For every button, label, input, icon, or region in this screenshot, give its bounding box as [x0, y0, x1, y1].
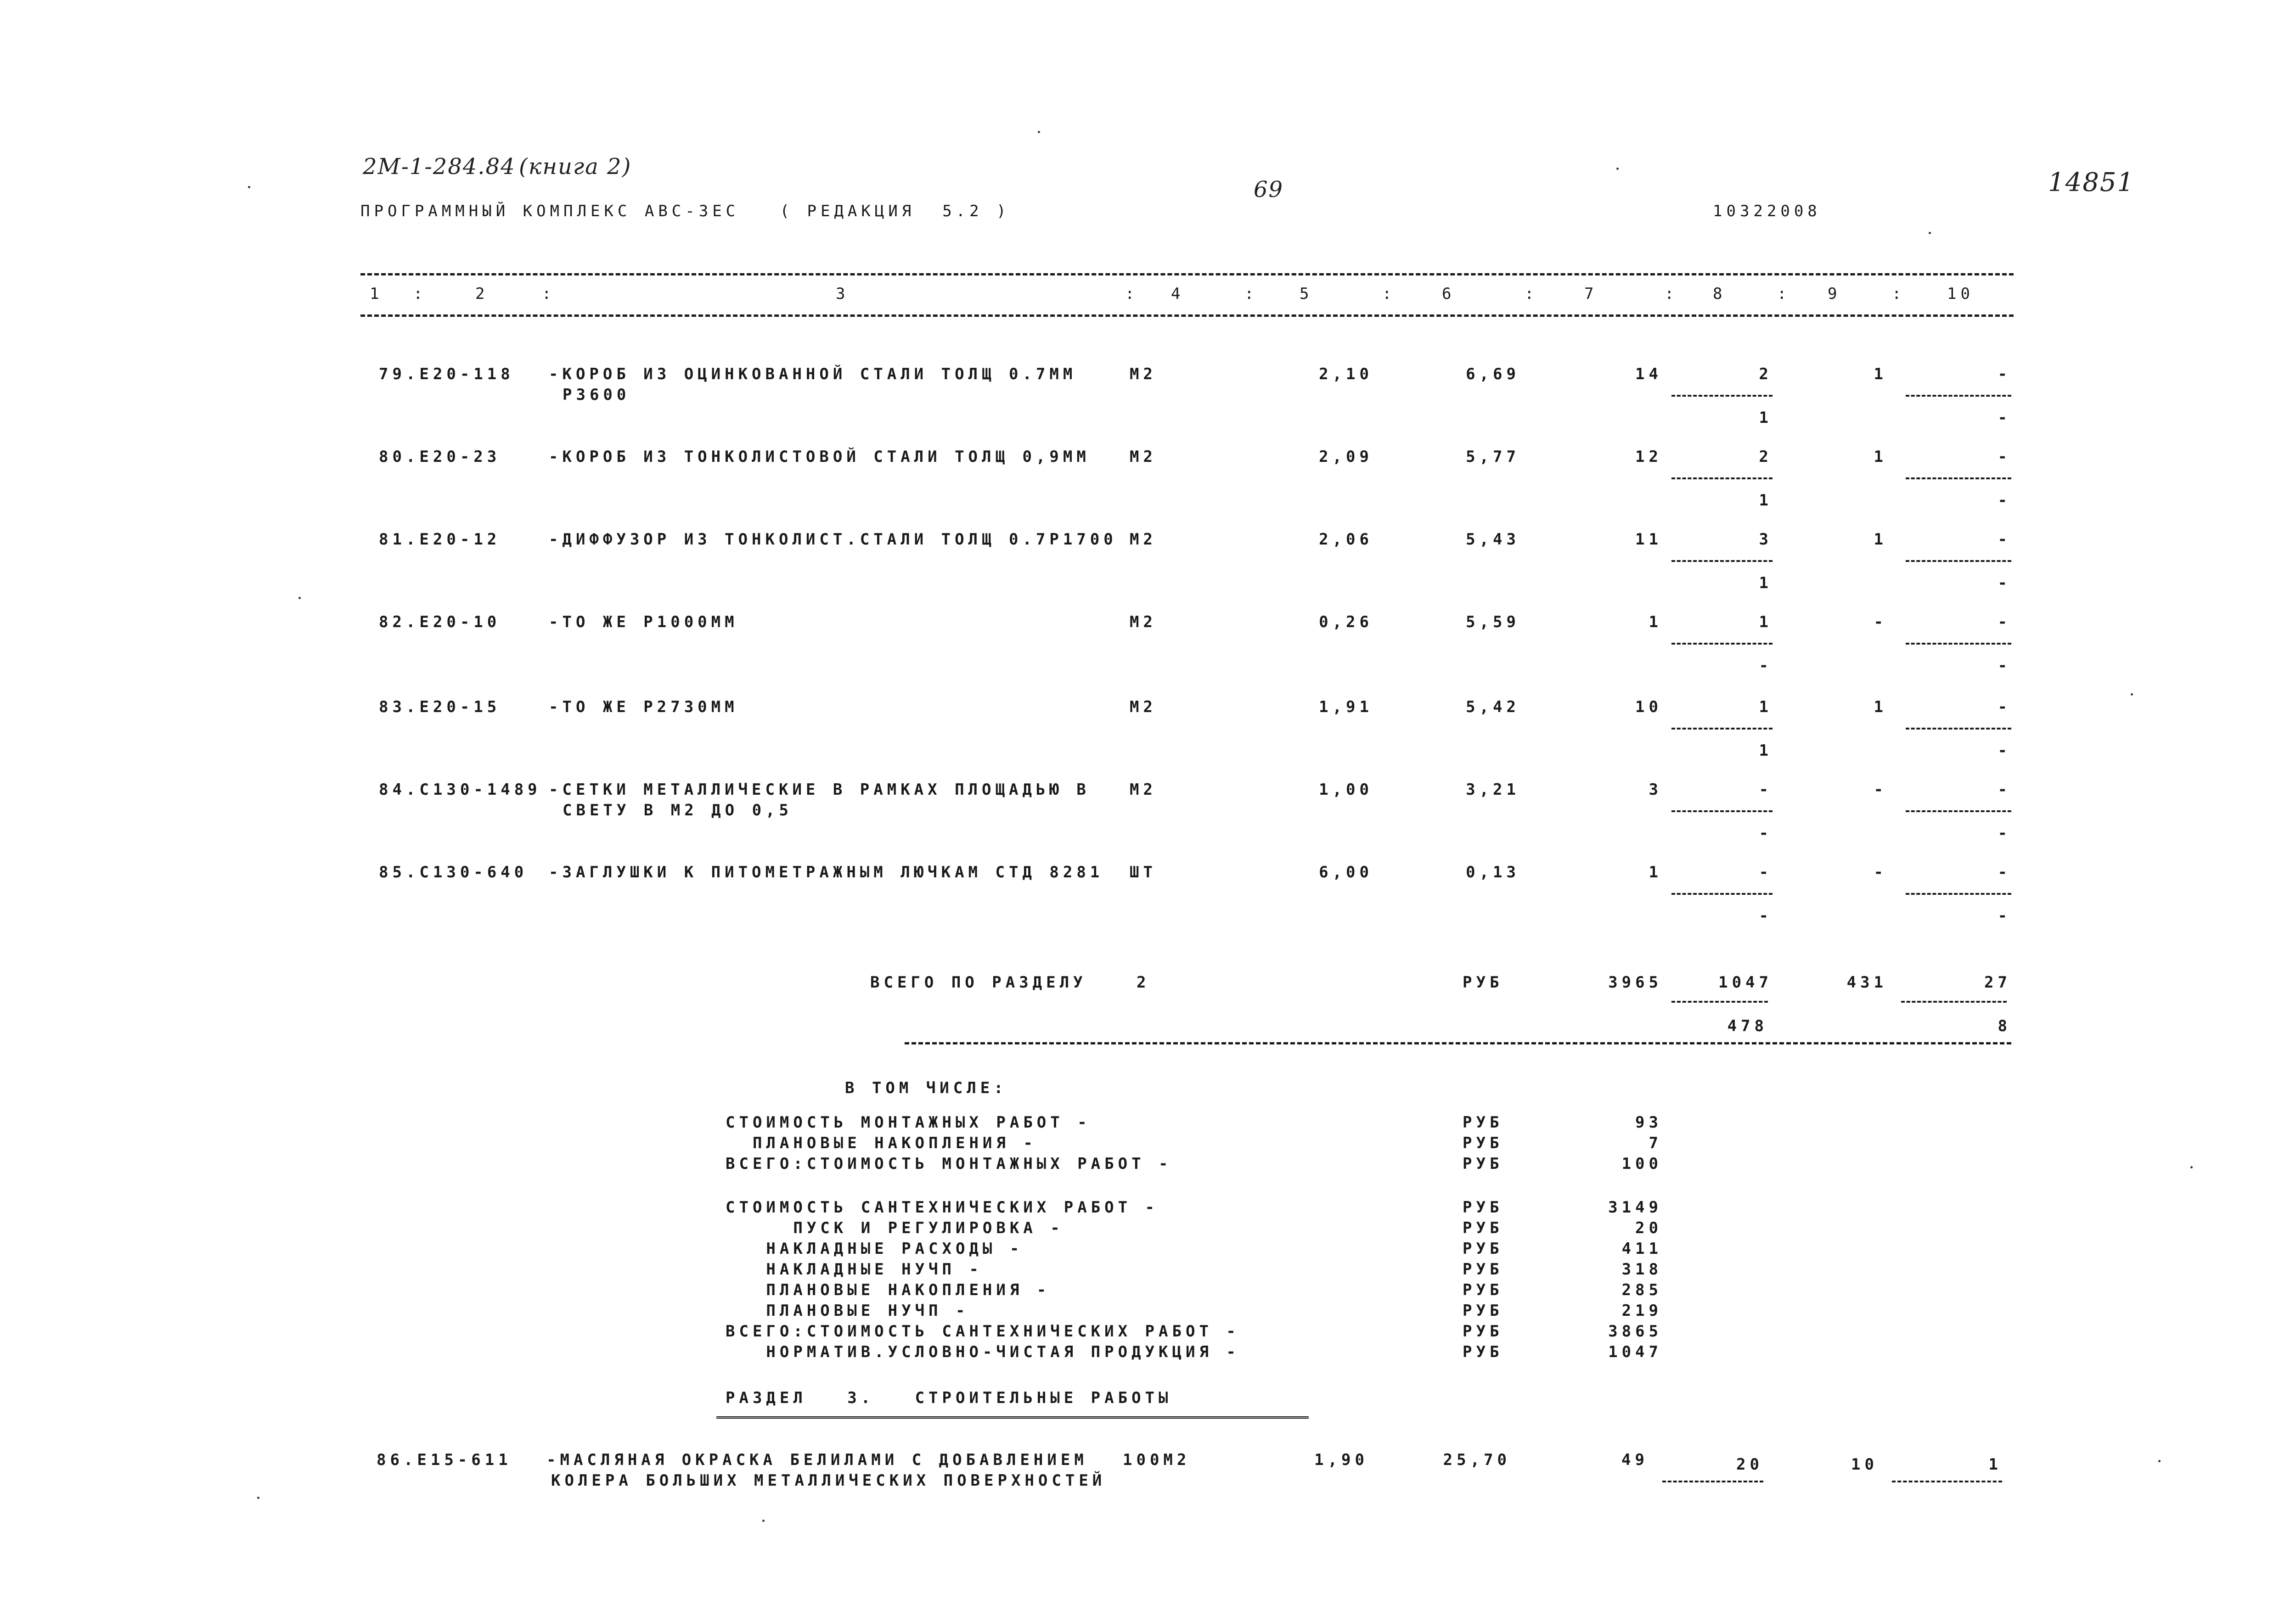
row86-total: 49	[1621, 1451, 1649, 1469]
row-col8-lower: 1	[1759, 741, 1773, 760]
row-col8: 2	[1759, 365, 1773, 383]
cost-line-value: 411	[1621, 1240, 1662, 1258]
column-header-3: 3	[836, 285, 850, 303]
row-col10-lower: -	[1998, 574, 2011, 592]
total-col8-lower: 478	[1727, 1017, 1768, 1035]
row-total: 10	[1635, 698, 1662, 716]
column-separator: :	[1244, 285, 1258, 303]
row-col9: -	[1874, 863, 1887, 881]
row-unit: М2	[1130, 698, 1157, 716]
cost-line-label: ВСЕГО:СТОИМОСТЬ МОНТАЖНЫХ РАБОТ -	[726, 1155, 1172, 1173]
cost-line-value: 20	[1635, 1219, 1662, 1237]
row-description: -ДИФФУЗОР ИЗ ТОНКОЛИСТ.СТАЛИ ТОЛЩ 0.7Р1700	[549, 530, 1117, 549]
cost-line-label: ПЛАНОВЫЕ НУЧП -	[726, 1302, 969, 1320]
row-col8-lower: -	[1759, 824, 1773, 842]
row-col10: -	[1998, 530, 2011, 549]
column-separator: :	[542, 285, 556, 303]
row-col10: -	[1998, 365, 2011, 383]
column-header-1: 1	[370, 285, 383, 303]
scan-speck	[1929, 232, 1931, 234]
scan-speck	[298, 597, 301, 599]
total-label: ВСЕГО ПО РАЗДЕЛУ	[870, 973, 1087, 992]
column-header-4: 4	[1171, 285, 1185, 303]
row-quantity: 2,06	[1319, 530, 1373, 549]
cost-line-label: НАКЛАДНЫЕ РАСХОДЫ -	[726, 1240, 1024, 1258]
row-description: -ТО ЖЕ Р2730ММ	[549, 698, 738, 716]
column-header-2: 2	[475, 285, 489, 303]
row-unit-price: 5,77	[1466, 448, 1520, 466]
column-separator: :	[1382, 285, 1396, 303]
cost-line-unit: РУБ	[1463, 1281, 1503, 1299]
row-col8-fraction-rule	[1671, 810, 1773, 812]
column-header-9: 9	[1828, 285, 1841, 303]
row-quantity: 2,09	[1319, 448, 1373, 466]
row-number: 85.С130-640	[379, 863, 528, 881]
row-col10-lower: -	[1998, 491, 2011, 510]
column-separator: :	[413, 285, 427, 303]
scan-speck	[248, 186, 250, 188]
row-col10-fraction-rule	[1906, 643, 2011, 645]
row-col10-lower: -	[1998, 907, 2011, 925]
total-sum: 3965	[1608, 973, 1662, 992]
row-col9: -	[1874, 780, 1887, 799]
row-number: 80.Е20-23	[379, 448, 501, 466]
row-col8: 3	[1759, 530, 1773, 549]
row-col8-fraction-rule	[1671, 643, 1773, 645]
row-col10-fraction-rule	[1906, 893, 2011, 895]
row-unit: М2	[1130, 780, 1157, 799]
column-separator: :	[1125, 285, 1139, 303]
row-col10-lower: -	[1998, 409, 2011, 427]
row-col8-fraction-rule	[1671, 395, 1773, 397]
row-description-cont: Р3600	[563, 386, 630, 404]
scan-speck	[2131, 693, 2133, 696]
row-description: -КОРОБ ИЗ ТОНКОЛИСТОВОЙ СТАЛИ ТОЛЩ 0,9ММ	[549, 448, 1090, 466]
row-quantity: 0,26	[1319, 613, 1373, 631]
cost-line-unit: РУБ	[1463, 1198, 1503, 1217]
header-top-rule	[360, 273, 2014, 275]
row-col10-lower: -	[1998, 657, 2011, 675]
cost-line-value: 100	[1621, 1155, 1662, 1173]
row-total: 12	[1635, 448, 1662, 466]
row-col8: 2	[1759, 448, 1773, 466]
row86-unit: 100М2	[1123, 1451, 1191, 1469]
page-number: 69	[1254, 177, 1284, 202]
row-col8-lower: 1	[1759, 409, 1773, 427]
column-header-8: 8	[1713, 285, 1727, 303]
cost-line-value: 219	[1621, 1302, 1662, 1320]
total-col8-fraction-rule	[1671, 1001, 1768, 1003]
cost-line-unit: РУБ	[1463, 1155, 1503, 1173]
row-description: -ЗАГЛУШКИ К ПИТОМЕТРАЖНЫМ ЛЮЧКАМ СТД 8281	[549, 863, 1104, 881]
including-title: В ТОМ ЧИСЛЕ:	[845, 1079, 1007, 1097]
row-col10: -	[1998, 698, 2011, 716]
row-col8: -	[1759, 863, 1773, 881]
row86-desc1: -МАСЛЯНАЯ ОКРАСКА БЕЛИЛАМИ С ДОБАВЛЕНИЕМ	[546, 1451, 1088, 1469]
total-col10-lower: 8	[1998, 1017, 2011, 1035]
row-col10-lower: -	[1998, 741, 2011, 760]
row-unit-price: 5,43	[1466, 530, 1520, 549]
book-label: (книга 2)	[519, 154, 632, 180]
total-col10-fraction-rule	[1901, 1001, 2007, 1003]
column-separator: :	[1777, 285, 1791, 303]
row-total: 11	[1635, 530, 1662, 549]
cost-line-label: НАКЛАДНЫЕ НУЧП -	[726, 1260, 983, 1279]
total-section: 2	[1137, 973, 1150, 992]
row-col8-lower: 1	[1759, 491, 1773, 510]
row-col10-fraction-rule	[1906, 395, 2011, 397]
row-unit: М2	[1130, 530, 1157, 549]
total-col8: 1047	[1718, 973, 1773, 992]
cost-line-value: 3149	[1608, 1198, 1662, 1217]
cost-line-unit: РУБ	[1463, 1219, 1503, 1237]
row-col8: -	[1759, 780, 1773, 799]
section3-underline	[716, 1416, 1309, 1419]
total-bottom-rule	[905, 1042, 2011, 1044]
row-quantity: 1,91	[1319, 698, 1373, 716]
row86-number: 86.Е15-611	[377, 1451, 512, 1469]
row86-col10-fraction-rule	[1892, 1481, 2002, 1482]
row-total: 1	[1649, 613, 1662, 631]
row-unit-price: 0,13	[1466, 863, 1520, 881]
row86-qty: 1,90	[1314, 1451, 1368, 1469]
row-col10-fraction-rule	[1906, 810, 2011, 812]
cost-line-unit: РУБ	[1463, 1302, 1503, 1320]
row86-col10: 1	[1988, 1455, 2002, 1474]
row-number: 82.Е20-10	[379, 613, 501, 631]
row-quantity: 2,10	[1319, 365, 1373, 383]
row-col10: -	[1998, 613, 2011, 631]
cost-line-label: СТОИМОСТЬ САНТЕХНИЧЕСКИХ РАБОТ -	[726, 1198, 1159, 1217]
column-separator: :	[1525, 285, 1538, 303]
row-total: 14	[1635, 365, 1662, 383]
row-col9: 1	[1874, 365, 1887, 383]
row-unit: М2	[1130, 448, 1157, 466]
cost-line-value: 318	[1621, 1260, 1662, 1279]
row-description: -СЕТКИ МЕТАЛЛИЧЕСКИЕ В РАМКАХ ПЛОЩАДЬЮ В	[549, 780, 1090, 799]
column-separator: :	[1665, 285, 1678, 303]
column-header-7: 7	[1584, 285, 1598, 303]
column-header-6: 6	[1442, 285, 1456, 303]
row-quantity: 1,00	[1319, 780, 1373, 799]
cost-line-value: 285	[1621, 1281, 1662, 1299]
row-number: 79.Е20-118	[379, 365, 514, 383]
cost-line-value: 93	[1635, 1113, 1662, 1132]
row86-price: 25,70	[1443, 1451, 1511, 1469]
row-col10-fraction-rule	[1906, 728, 2011, 730]
row-col8: 1	[1759, 613, 1773, 631]
row-number: 84.С130-1489	[379, 780, 541, 799]
cost-line-label: СТОИМОСТЬ МОНТАЖНЫХ РАБОТ -	[726, 1113, 1091, 1132]
row-unit: М2	[1130, 365, 1157, 383]
row-col10: -	[1998, 863, 2011, 881]
row-total: 1	[1649, 863, 1662, 881]
scan-speck	[257, 1497, 259, 1499]
scan-speck	[1616, 168, 1619, 170]
row-unit-price: 6,69	[1466, 365, 1520, 383]
row-description: -КОРОБ ИЗ ОЦИНКОВАННОЙ СТАЛИ ТОЛЩ 0.7ММ	[549, 365, 1077, 383]
program-line: ПРОГРАММНЫЙ КОМПЛЕКС АВС-3ЕС ( РЕДАКЦИЯ 5.2 )	[360, 202, 1010, 220]
row-col10-fraction-rule	[1906, 477, 2011, 479]
row-number: 81.Е20-12	[379, 530, 501, 549]
cost-line-value: 1047	[1608, 1343, 1662, 1361]
cost-line-unit: РУБ	[1463, 1260, 1503, 1279]
row-col8-fraction-rule	[1671, 477, 1773, 479]
cost-line-value: 7	[1649, 1134, 1662, 1152]
cost-line-label: ПЛАНОВЫЕ НАКОПЛЕНИЯ -	[726, 1134, 1037, 1152]
row-col8-fraction-rule	[1671, 728, 1773, 730]
row-unit: М2	[1130, 613, 1157, 631]
cost-line-unit: РУБ	[1463, 1113, 1503, 1132]
row-col9: -	[1874, 613, 1887, 631]
row-col8-lower: 1	[1759, 574, 1773, 592]
row-total: 3	[1649, 780, 1662, 799]
row-col10: -	[1998, 448, 2011, 466]
row-col8-fraction-rule	[1671, 560, 1773, 562]
row-col8-lower: -	[1759, 657, 1773, 675]
row86-col9: 10	[1851, 1455, 1878, 1474]
cost-line-label: ПЛАНОВЫЕ НАКОПЛЕНИЯ -	[726, 1281, 1051, 1299]
row-col10-lower: -	[1998, 824, 2011, 842]
row86-desc2: КОЛЕРА БОЛЬШИХ МЕТАЛЛИЧЕСКИХ ПОВЕРХНОСТЕЙ	[551, 1471, 1106, 1490]
cost-line-unit: РУБ	[1463, 1322, 1503, 1341]
row-unit-price: 5,42	[1466, 698, 1520, 716]
doc-code: 2М-1-284.84	[363, 154, 516, 180]
cost-line-label: ВСЕГО:СТОИМОСТЬ САНТЕХНИЧЕСКИХ РАБОТ -	[726, 1322, 1240, 1341]
row-col8-lower: -	[1759, 907, 1773, 925]
row-col8: 1	[1759, 698, 1773, 716]
total-unit: РУБ	[1463, 973, 1503, 992]
scan-speck	[2190, 1166, 2193, 1168]
row-unit: ШТ	[1130, 863, 1157, 881]
archive-stamp: 14851	[2048, 168, 2135, 197]
doc-number: 10322008	[1713, 202, 1821, 220]
row86-col8: 20	[1736, 1455, 1763, 1474]
row-col9: 1	[1874, 448, 1887, 466]
row-unit-price: 3,21	[1466, 780, 1520, 799]
row-col10: -	[1998, 780, 2011, 799]
header-bottom-rule	[360, 314, 2014, 317]
row86-col8-fraction-rule	[1662, 1481, 1763, 1482]
cost-line-value: 3865	[1608, 1322, 1662, 1341]
scan-speck	[2158, 1460, 2161, 1462]
row-col10-fraction-rule	[1906, 560, 2011, 562]
total-col9: 431	[1846, 973, 1887, 992]
row-description-cont: СВЕТУ В М2 ДО 0,5	[563, 801, 793, 819]
row-col8-fraction-rule	[1671, 893, 1773, 895]
column-separator: :	[1892, 285, 1906, 303]
row-description: -ТО ЖЕ Р1000ММ	[549, 613, 738, 631]
scan-speck	[1038, 131, 1040, 133]
cost-line-unit: РУБ	[1463, 1343, 1503, 1361]
row-col9: 1	[1874, 698, 1887, 716]
cost-line-label: ПУСК И РЕГУЛИРОВКА -	[726, 1219, 1064, 1237]
row-unit-price: 5,59	[1466, 613, 1520, 631]
total-col10: 27	[1984, 973, 2011, 992]
column-header-10: 10	[1947, 285, 1974, 303]
cost-line-label: НОРМАТИВ.УСЛОВНО-ЧИСТАЯ ПРОДУКЦИЯ -	[726, 1343, 1240, 1361]
cost-line-unit: РУБ	[1463, 1134, 1503, 1152]
scan-speck	[762, 1520, 765, 1522]
cost-line-unit: РУБ	[1463, 1240, 1503, 1258]
row-quantity: 6,00	[1319, 863, 1373, 881]
column-header-5: 5	[1300, 285, 1313, 303]
row-number: 83.Е20-15	[379, 698, 501, 716]
section3-heading: РАЗДЕЛ 3. СТРОИТЕЛЬНЫЕ РАБОТЫ	[726, 1389, 1172, 1407]
row-col9: 1	[1874, 530, 1887, 549]
